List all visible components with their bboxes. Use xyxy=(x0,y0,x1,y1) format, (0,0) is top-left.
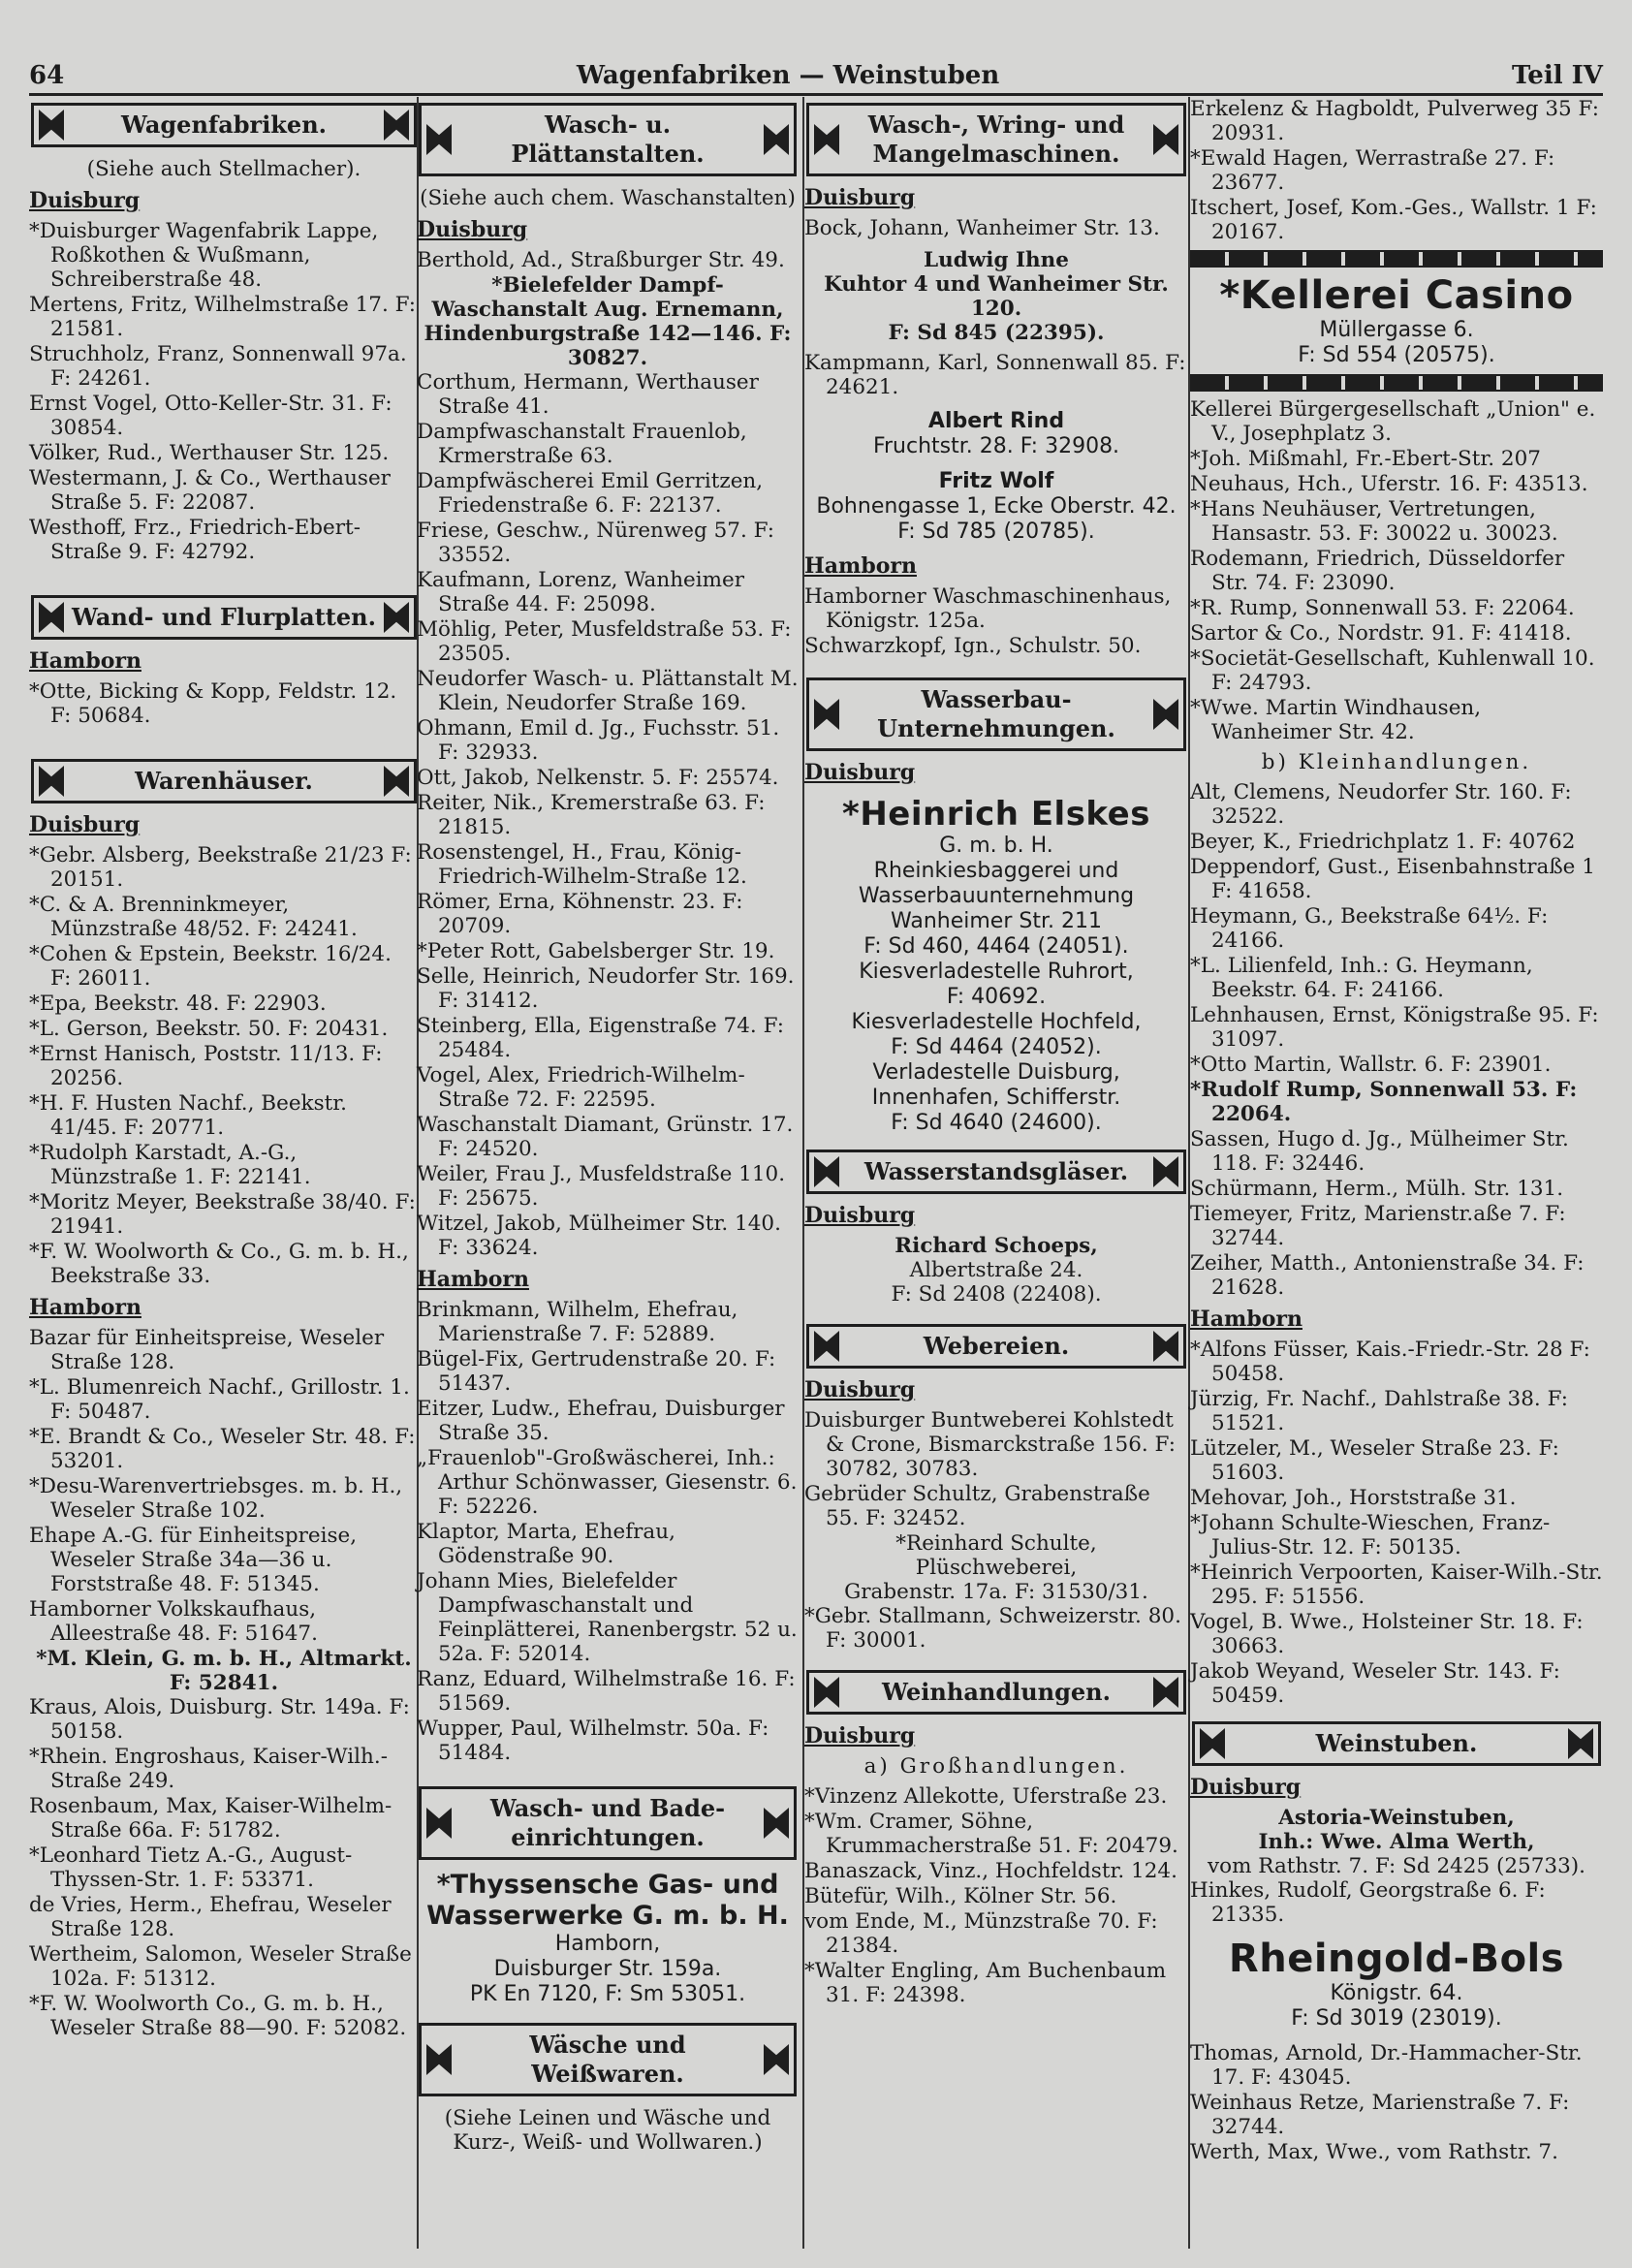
list-item: *L. Blumenreich Nachf., Grillostr. 1. F: 50487. xyxy=(29,1375,410,1424)
city-heading: Duisburg xyxy=(804,760,916,785)
ad-line: Wanheimer Str. 211 xyxy=(891,909,1102,933)
list-item: Hamborner Waschmaschinenhaus, Königstr. 125a. xyxy=(804,584,1172,633)
list-item: Struchholz, Franz, Sonnenwall 97a. F: 24261. xyxy=(29,342,407,391)
bold-entry: Inh.: Wwe. Alma Werth, xyxy=(1258,1830,1535,1854)
header-rule xyxy=(29,93,1603,96)
section-heading: Wagenfabriken. xyxy=(31,103,417,147)
list-item: *L. Lilienfeld, Inh.: G. Heymann, Beekstr. 64. F: 24166. xyxy=(1190,954,1533,1002)
city-heading: Duisburg xyxy=(804,1203,916,1228)
list-item: Rosenstengel, H., Frau, König-Friedrich-Wilhelm-Straße 12. xyxy=(417,840,747,889)
list-item: *Leonhard Tietz A.-G., August-Thyssen-Str. 1. F: 53371. xyxy=(29,1843,353,1892)
ad-line: F: Sd 3019 (23019). xyxy=(1291,2006,1502,2031)
list-item: Ranz, Eduard, Wilhelmstraße 16. F: 51569. xyxy=(417,1667,796,1716)
list-item: Vogel, B. Wwe., Holsteiner Str. 18. F: 30663. xyxy=(1190,1610,1584,1658)
column-2 xyxy=(417,97,799,2249)
list-item: *Ewald Hagen, Werrastraße 27. F: 23677. xyxy=(1190,146,1555,195)
list-item: Waschanstalt Diamant, Grünstr. 17. F: 24520. xyxy=(417,1113,794,1161)
ad-line: G. m. b. H. xyxy=(939,834,1053,858)
list-item: *H. F. Husten Nachf., Beekstr. 41/45. F: 20771. xyxy=(29,1091,347,1140)
list-item: Eitzer, Ludw., Ehefrau, Duisburger Straße 35. xyxy=(417,1397,785,1445)
list-item: *Otte, Bicking & Kopp, Feldstr. 12. F: 50684. xyxy=(29,679,397,728)
section-heading: Webereien. xyxy=(806,1324,1186,1369)
ad-line: Rheinkiesbaggerei und xyxy=(873,859,1119,883)
section-heading: Weinstuben. xyxy=(1192,1721,1601,1766)
bold-entry: Kuhtor 4 und Wanheimer Str. 120. xyxy=(824,272,1169,321)
ad-company: *Thyssensche Gas- und Wasserwerke G. m. b. H. xyxy=(426,1870,789,1931)
advertisement xyxy=(1190,1937,1603,2032)
ad-company: Rheingold-Bols xyxy=(1228,1937,1565,1981)
list-item: Kellerei Bürgergesellschaft „Union" e. V., Josephplatz 3. xyxy=(1190,397,1596,446)
list-item: Dampfwaschanstalt Frauenlob, Krmerstraße 63. xyxy=(417,420,747,468)
column-4 xyxy=(1190,97,1603,2249)
list-item: Schwarzkopf, Ign., Schulstr. 50. xyxy=(804,634,1142,658)
ad-line: Innenhafen, Schifferstr. xyxy=(871,1086,1121,1110)
ad-line: F: Sd 460, 4464 (24051). xyxy=(863,934,1129,959)
city-heading: Duisburg xyxy=(417,217,528,242)
list-item: *Societät-Gesellschaft, Kuhlenwall 10. F: 24793. xyxy=(1190,646,1595,695)
city-heading: Hamborn xyxy=(29,648,141,674)
list-item: Neuhaus, Hch., Uferstr. 16. F: 43513. xyxy=(1190,472,1588,496)
entry-line: F: Sd 2408 (22408). xyxy=(891,1282,1102,1307)
list-item: Mehovar, Joh., Horststraße 31. xyxy=(1190,1486,1517,1510)
list-item: *Epa, Beekstr. 48. F: 22903. xyxy=(29,992,327,1016)
list-item: Lehnhausen, Ernst, Königstraße 95. F: 31097. xyxy=(1190,1003,1599,1052)
advertisement xyxy=(804,409,1188,459)
ad-line: Bohnengasse 1, Ecke Oberstr. 42. F: Sd 785 (20785). xyxy=(816,494,1177,544)
part-label: Teil IV xyxy=(1511,61,1603,90)
list-item: Steinberg, Ella, Eigenstraße 74. F: 25484. xyxy=(417,1014,784,1062)
list-item: *Desu-Warenvertriebsges. m. b. H., Weseler Straße 102. xyxy=(29,1474,403,1523)
ad-line: Wasserbauunternehmung xyxy=(858,884,1135,908)
list-item: Banaszack, Vinz., Hochfeldstr. 124. xyxy=(804,1859,1177,1883)
list-item: Klaptor, Marta, Ehefrau, Gödenstraße 90. xyxy=(417,1520,675,1568)
list-item: *Otto Martin, Wallstr. 6. F: 23901. xyxy=(1190,1053,1552,1077)
ad-line: Kiesverladestelle Hochfeld, xyxy=(851,1010,1142,1034)
list-item: Beyer, K., Friedrichplatz 1. F: 40762 xyxy=(1190,830,1576,854)
ad-line: Kiesverladestelle Ruhrort, xyxy=(859,960,1134,984)
city-heading: Hamborn xyxy=(29,1295,141,1320)
list-item: Selle, Heinrich, Neudorfer Str. 169. F: 31412. xyxy=(417,964,795,1013)
section-note: (Siehe auch chem. Waschanstalten) xyxy=(420,186,796,210)
list-item: Dampfwäscherei Emil Gerritzen, Friedenstraße 6. F: 22137. xyxy=(417,469,764,518)
list-item: *Moritz Meyer, Beekstraße 38/40. F: 21941. xyxy=(29,1190,416,1239)
list-item: Itschert, Josef, Kom.-Ges., Wallstr. 1 F: 20167. xyxy=(1190,196,1597,244)
list-item: *Rhein. Engroshaus, Kaiser-Wilh.-Straße 249. xyxy=(29,1745,388,1793)
list-item: Friese, Geschw., Nürenweg 57. F: 33552. xyxy=(417,519,775,567)
section-heading: Wasch-, Wring- und Mangelmaschinen. xyxy=(806,103,1186,176)
list-item: *E. Brandt & Co., Weseler Str. 48. F: 53201. xyxy=(29,1425,416,1473)
list-item: *Walter Engling, Am Buchenbaum 31. F: 24398. xyxy=(804,1959,1167,2007)
advertisement xyxy=(1190,273,1603,368)
list-item: Tiemeyer, Fritz, Marienstr.aße 7. F: 32744. xyxy=(1190,1202,1566,1250)
city-heading: Duisburg xyxy=(804,1723,916,1748)
list-item: *Gebr. Stallmann, Schweizerstr. 80. F: 30001. xyxy=(804,1604,1181,1653)
list-item: *F. W. Woolworth & Co., G. m. b. H., Beekstraße 33. xyxy=(29,1240,409,1288)
subheading: b) Kleinhandlungen. xyxy=(1261,750,1532,774)
list-item: *Johann Schulte-Wieschen, Franz-Julius-Str. 12. F: 50135. xyxy=(1190,1511,1551,1559)
list-item: Rosenbaum, Max, Kaiser-Wilhelm-Straße 66a. F: 51782. xyxy=(29,1794,392,1843)
list-item: *Ernst Hanisch, Poststr. 11/13. F: 20256. xyxy=(29,1042,383,1090)
list-item: *Vinzenz Allekotte, Uferstraße 23. xyxy=(804,1784,1168,1809)
list-item: *Cohen & Epstein, Beekstr. 16/24. F: 26011. xyxy=(29,942,392,991)
list-item: Gebrüder Schultz, Grabenstraße 55. F: 32452. xyxy=(804,1482,1150,1530)
ad-line: F: Sd 554 (20575). xyxy=(1298,343,1495,367)
list-item: *R. Rump, Sonnenwall 53. F: 22064. xyxy=(1190,596,1575,620)
list-item: *C. & A. Brenninkmeyer, Münzstraße 48/52. F: 24241. xyxy=(29,893,358,941)
list-item: Hinkes, Rudolf, Georgstraße 6. F: 21335. xyxy=(1190,1878,1546,1927)
list-item: Kampmann, Karl, Sonnenwall 85. F: 24621. xyxy=(804,351,1186,399)
section-heading: Wasch- u. Plättanstalten. xyxy=(419,103,797,176)
list-item: Berthold, Ad., Straßburger Str. 49. xyxy=(417,248,785,272)
section-note: (Siehe Leinen und Wäsche und Kurz-, Weiß- und Wollwaren.) xyxy=(444,2106,771,2155)
ad-line: Duisburger Str. 159a. xyxy=(493,1957,722,1981)
list-item: *L. Gerson, Beekstr. 50. F: 20431. xyxy=(29,1017,389,1041)
ad-company: Albert Rind xyxy=(927,409,1065,433)
list-item: Werth, Max, Wwe., vom Rathstr. 7. xyxy=(1190,2140,1558,2164)
entry-line: vom Rathstr. 7. F: Sd 2425 (25733). xyxy=(1207,1854,1585,1878)
section-heading: Weinhandlungen. xyxy=(806,1670,1186,1715)
entry-line: Plüschweberei, xyxy=(915,1556,1078,1580)
list-item: Deppendorf, Gust., Eisenbahnstraße 1 F: 41658. xyxy=(1190,855,1595,903)
ad-line: Müllergasse 6. xyxy=(1319,318,1474,342)
list-item: *Wm. Cramer, Söhne, Krummacherstraße 51. F: 20479. xyxy=(804,1810,1178,1858)
bold-entry: *Bielefelder Dampf-Waschanstalt Aug. Ernemann, Hindenburgstraße 142—146. F: 30827. xyxy=(424,273,792,370)
ad-line: PK En 7120, F: Sm 53051. xyxy=(469,1982,746,2006)
list-item: Hamborner Volkskaufhaus, Alleestraße 48. F: 51647. xyxy=(29,1597,318,1646)
list-item: „Frauenlob"-Großwäscherei, Inh.: Arthur Schönwasser, Giesenstr. 6. F: 52226. xyxy=(417,1446,798,1519)
list-item: Johann Mies, Bielefelder Dampfwaschanstalt und Feinplätterei, Ranenbergstr. 52 u. 52a. F: 52014. xyxy=(417,1569,798,1666)
list-item: Ehape A.-G. für Einheitspreise, Weseler Straße 34a—36 u. Forststraße 48. F: 51345. xyxy=(29,1524,358,1596)
list-item: *Wwe. Martin Windhausen, Wanheimer Str. 42. xyxy=(1190,696,1482,744)
section-heading: Wasch- und Bade-einrichtungen. xyxy=(419,1786,797,1860)
list-item: *Heinrich Verpoorten, Kaiser-Wilh.-Str. 295. F: 51556. xyxy=(1190,1560,1603,1609)
list-item: Westhoff, Frz., Friedrich-Ebert-Straße 9. F: 42792. xyxy=(29,516,361,564)
list-item: Westermann, J. & Co., Werthauser Straße 5. F: 22087. xyxy=(29,466,391,515)
bold-entry: Ludwig Ihne xyxy=(924,248,1069,272)
list-item: Römer, Erna, Köhnenstr. 23. F: 20709. xyxy=(417,890,743,938)
ad-company: *Kellerei Casino xyxy=(1219,273,1574,318)
list-item: *Peter Rott, Gabelsberger Str. 19. xyxy=(417,939,775,963)
bold-entry: Richard Schoeps, xyxy=(894,1234,1098,1258)
bold-entry: F: Sd 845 (22395). xyxy=(888,321,1105,345)
city-heading: Duisburg xyxy=(804,185,916,210)
decorative-border xyxy=(1190,374,1603,392)
column-1 xyxy=(29,97,419,2249)
city-heading: Duisburg xyxy=(804,1377,916,1402)
ad-line: Hamborn, xyxy=(554,1932,661,1956)
ad-line: F: 40692. xyxy=(946,985,1047,1009)
list-item: Reiter, Nik., Kremerstraße 63. F: 21815. xyxy=(417,791,766,839)
list-item: *Joh. Mißmahl, Fr.-Ebert-Str. 207 xyxy=(1190,447,1541,471)
list-item: Schürmann, Herm., Mülh. Str. 131. xyxy=(1190,1177,1564,1201)
list-item: *Alfons Füsser, Kais.-Friedr.-Str. 28 F: 50458. xyxy=(1190,1338,1590,1386)
list-item: vom Ende, M., Münzstraße 70. F: 21384. xyxy=(804,1909,1158,1958)
list-item: Bütefür, Wilh., Kölner Str. 56. xyxy=(804,1884,1117,1908)
city-heading: Hamborn xyxy=(1190,1307,1302,1332)
list-item: *Duisburger Wagenfabrik Lappe, Roßkothen & Wußmann, Schreiberstraße 48. xyxy=(29,219,379,292)
list-item: Witzel, Jakob, Mülheimer Str. 140. F: 33624. xyxy=(417,1212,781,1260)
ad-line: F: Sd 4464 (24052). xyxy=(891,1035,1102,1059)
page-number: 64 xyxy=(29,61,65,90)
list-item: Heymann, G., Beekstraße 64½. F: 24166. xyxy=(1190,904,1549,953)
list-item: Mertens, Fritz, Wilhelmstraße 17. F: 21581. xyxy=(29,293,417,341)
city-heading: Duisburg xyxy=(1190,1775,1302,1800)
list-item: Wupper, Paul, Wilhelmstr. 50a. F: 51484. xyxy=(417,1717,769,1765)
section-heading: Wasserbau-Unternehmungen. xyxy=(806,677,1186,751)
column-3 xyxy=(804,97,1188,2249)
ad-line: Königstr. 64. xyxy=(1330,1981,1463,2005)
list-item: Neudorfer Wasch- u. Plättanstalt M. Klein, Neudorfer Straße 169. xyxy=(417,667,799,715)
list-item: Duisburger Buntweberei Kohlstedt & Crone, Bismarckstraße 156. F: 30782, 30783. xyxy=(804,1408,1176,1481)
decorative-border xyxy=(1190,250,1603,268)
list-item: Sartor & Co., Nordstr. 91. F: 41418. xyxy=(1190,621,1572,646)
list-item: Brinkmann, Wilhelm, Ehefrau, Marienstraße 7. F: 52889. xyxy=(417,1298,738,1346)
list-item: Vogel, Alex, Friedrich-Wilhelm-Straße 72. F: 22595. xyxy=(417,1063,745,1112)
advertisement xyxy=(804,469,1188,545)
list-item: Weiler, Frau J., Musfeldstraße 110. F: 25675. xyxy=(417,1162,786,1211)
section-heading: Wasserstandsgläser. xyxy=(806,1150,1186,1194)
list-item: Sassen, Hugo d. Jg., Mülheimer Str. 118. F: 32446. xyxy=(1190,1127,1569,1176)
advertisement xyxy=(417,1870,799,2007)
city-heading: Duisburg xyxy=(29,812,141,837)
list-item: Ohmann, Emil d. Jg., Fuchsstr. 51. F: 32933. xyxy=(417,716,780,765)
bold-entry: *M. Klein, G. m. b. H., Altmarkt. F: 52841. xyxy=(36,1647,412,1695)
entry-line: *Reinhard Schulte, xyxy=(895,1531,1097,1556)
list-item: *Gebr. Alsberg, Beekstraße 21/23 F: 20151. xyxy=(29,843,412,892)
list-item: Wertheim, Salomon, Weseler Straße 102a. F: 51312. xyxy=(29,1942,412,1991)
list-item: Kraus, Alois, Duisburg. Str. 149a. F: 50158. xyxy=(29,1695,410,1744)
list-item: Jakob Weyand, Weseler Str. 143. F: 50459. xyxy=(1190,1659,1560,1708)
entry-line: Albertstraße 24. xyxy=(909,1258,1083,1282)
list-item: Bazar für Einheitspreise, Weseler Straße 128. xyxy=(29,1326,385,1374)
ad-line: F: Sd 4640 (24600). xyxy=(891,1111,1102,1135)
list-item: Erkelenz & Hagboldt, Pulverweg 35 F: 20931. xyxy=(1190,97,1599,145)
list-item: Bügel-Fix, Gertrudenstraße 20. F: 51437. xyxy=(417,1347,776,1396)
city-heading: Hamborn xyxy=(804,553,917,579)
section-note: (Siehe auch Stellmacher). xyxy=(86,157,361,181)
list-item: Ernst Vogel, Otto-Keller-Str. 31. F: 30854. xyxy=(29,392,392,440)
entry-line: Grabenstr. 17a. F: 31530/31. xyxy=(844,1580,1148,1604)
list-item: Corthum, Hermann, Werthauser Straße 41. xyxy=(417,370,759,419)
city-heading: Duisburg xyxy=(29,188,141,213)
list-item: Völker, Rud., Werthauser Str. 125. xyxy=(29,441,390,465)
list-item: Weinhaus Retze, Marienstraße 7. F: 32744. xyxy=(1190,2091,1570,2139)
advertisement xyxy=(804,795,1188,1136)
ad-line: Verladestelle Duisburg, xyxy=(872,1060,1120,1085)
city-heading: Hamborn xyxy=(417,1267,529,1292)
section-heading: Warenhäuser. xyxy=(31,759,417,803)
list-item: de Vries, Herm., Ehefrau, Weseler Straße 128. xyxy=(29,1893,392,1941)
list-item: Möhlig, Peter, Musfeldstraße 53. F: 23505. xyxy=(417,617,792,666)
bold-entry: *Rudolf Rump, Sonnenwall 53. F: 22064. xyxy=(1190,1078,1578,1126)
list-item: *Hans Neuhäuser, Vertretungen, Hansastr. 53. F: 30022 u. 30023. xyxy=(1190,497,1558,546)
list-item: Kaufmann, Lorenz, Wanheimer Straße 44. F: 25098. xyxy=(417,568,745,616)
ad-company: Fritz Wolf xyxy=(938,469,1054,493)
list-item: *Rudolph Karstadt, A.-G., Münzstraße 1. F: 22141. xyxy=(29,1141,311,1189)
running-title: Wagenfabriken — Weinstuben xyxy=(576,61,1000,90)
page-header xyxy=(29,56,1603,95)
section-heading: Wäsche und Weißwaren. xyxy=(419,2023,797,2096)
list-item: Zeiher, Matth., Antonienstraße 34. F: 21628. xyxy=(1190,1251,1585,1300)
list-item: Thomas, Arnold, Dr.-Hammacher-Str. 17. F: 43045. xyxy=(1190,2041,1583,2090)
list-item: Bock, Johann, Wanheimer Str. 13. xyxy=(804,216,1160,240)
ad-company: *Heinrich Elskes xyxy=(842,795,1150,834)
ad-line: Fruchtstr. 28. F: 32908. xyxy=(872,434,1120,458)
list-item: Jürzig, Fr. Nachf., Dahlstraße 38. F: 51521. xyxy=(1190,1387,1568,1435)
list-item: Alt, Clemens, Neudorfer Str. 160. F: 32522. xyxy=(1190,780,1572,829)
list-item: Lützeler, M., Weseler Straße 23. F: 51603. xyxy=(1190,1436,1559,1485)
bold-entry: Astoria-Weinstuben, xyxy=(1278,1806,1515,1830)
list-item: Ott, Jakob, Nelkenstr. 5. F: 25574. xyxy=(417,766,779,790)
subheading: a) Großhandlungen. xyxy=(863,1754,1129,1779)
list-item: *F. W. Woolworth Co., G. m. b. H., Weseler Straße 88—90. F: 52082. xyxy=(29,1992,407,2040)
section-heading: Wand- und Flurplatten. xyxy=(31,595,417,640)
list-item: Rodemann, Friedrich, Düsseldorfer Str. 74. F: 23090. xyxy=(1190,547,1565,595)
